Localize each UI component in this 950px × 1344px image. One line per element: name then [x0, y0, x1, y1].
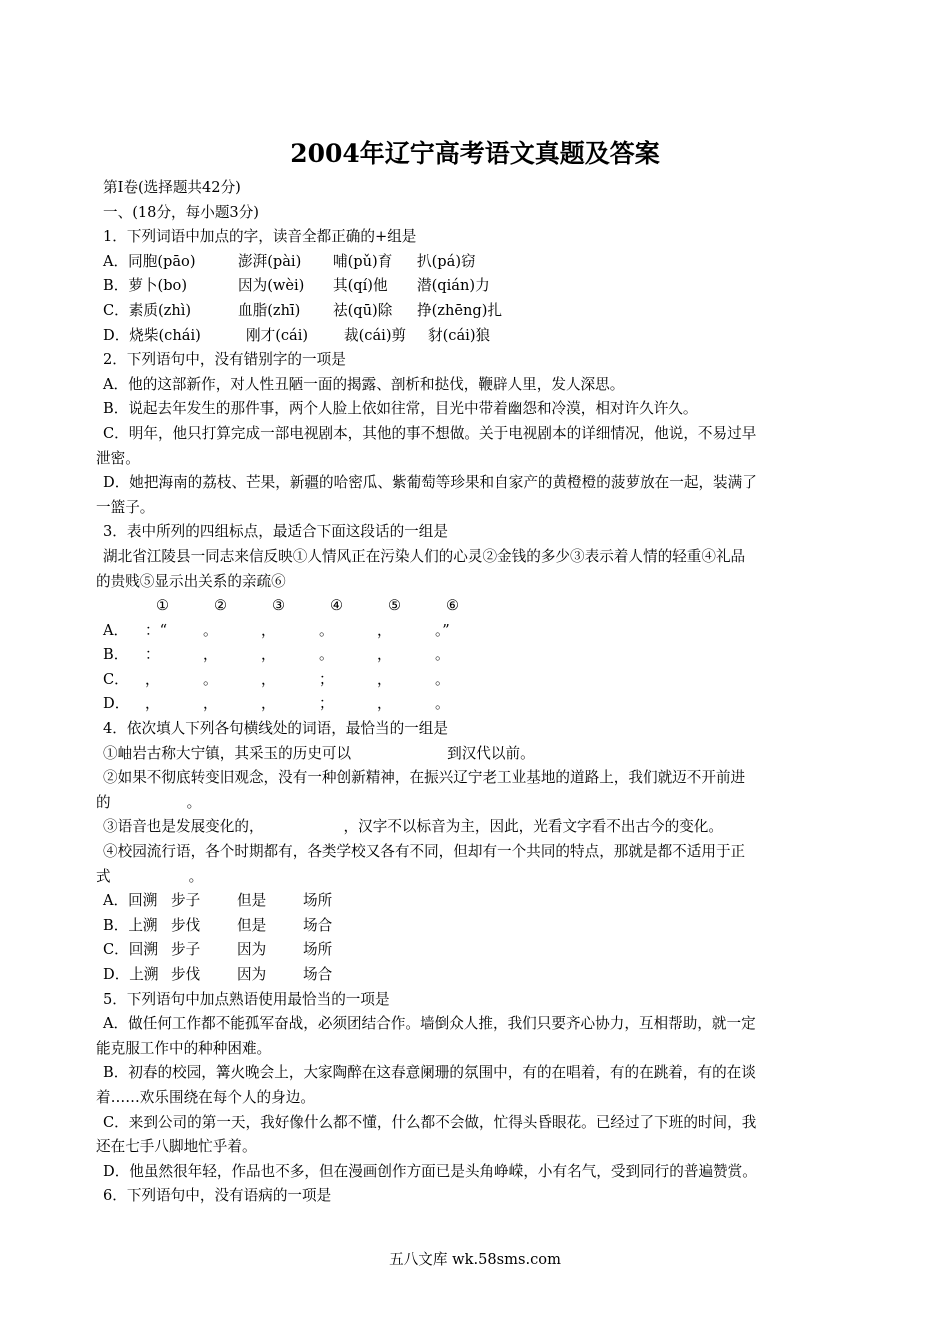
q5-option-c: C．来到公司的第一天，我好像什么都不懂，什么都不会做，忙得头昏眼花。已经过了下班的时间，我	[103, 1113, 757, 1131]
q2-option-a: A．他的这部新作，对人性丑陋一面的揭露、剖析和挞伐，鞭辟人里，发人深思。	[103, 375, 625, 393]
q2-option-d-cont: 一篮子。	[96, 498, 155, 516]
question-5-stem: 5．下列语句中加点熟语使用最恰当的一项是	[103, 990, 390, 1008]
question-1-stem: 1．下列词语中加点的字，读音全都正确的+组是	[103, 228, 417, 246]
q4-sentence-2: ②如果不彻底转变旧观念，没有一种创新精神，在振兴辽宁老工业基地的道路上，我们就迈不开前进	[103, 769, 746, 787]
q4-option-a: A．回溯 步子 但是 场所	[103, 892, 333, 910]
q4-sentence-4-cont: 式 。	[96, 867, 204, 885]
q4-option-d: D．上溯 步伐 因为 场合	[103, 966, 333, 983]
q3-row-a: A． ：“ 。 ， 。 ， 。”	[103, 621, 450, 639]
question-2-stem: 2．下列语句中，没有错别字的一项是	[103, 351, 346, 369]
q2-option-c: C．明年，他只打算完成一部电视剧本，其他的事不想做。关于电视剧本的详细情况，他说，不易过早	[103, 424, 757, 442]
q3-passage-cont: 的贵贱⑤显示出关系的亲疏⑥	[96, 572, 286, 590]
q3-row-c: C． ， 。 ， ； ， 。	[103, 670, 450, 688]
q4-sentence-1: ①岫岩古称大宁镇，其采玉的历史可以 到汉代以前。	[103, 744, 535, 762]
question-3-stem: 3．表中所列的四组标点，最适合下面这段话的一组是	[103, 523, 448, 541]
q2-option-c-cont: 泄密。	[96, 449, 140, 467]
q3-table-header: ① ② ③ ④ ⑤ ⑥	[156, 597, 460, 615]
question-6-stem: 6．下列语句中，没有语病的一项是	[103, 1187, 332, 1205]
q2-option-d: D．她把海南的荔枝、芒果，新疆的哈密瓜、紫葡萄等珍果和自家产的黄橙橙的菠萝放在一起，装满了	[103, 474, 757, 492]
q1-option-b: B．萝卜(bo) 因为(wèi) 其(qí)他 潜(qián)力	[103, 277, 490, 295]
q4-sentence-2-cont: 的 。	[96, 793, 202, 811]
q2-option-b: B．说起去年发生的那件事，两个人脸上依如往常，目光中带着幽怨和冷漠，相对许久许久。	[103, 400, 698, 418]
q4-option-c: C．回溯 步子 因为 场所	[103, 941, 333, 959]
question-4-stem: 4．依次填人下列各句横线处的词语，最恰当的一组是	[103, 720, 448, 738]
q4-option-b: B．上溯 步伐 但是 场合	[103, 916, 333, 934]
q1-option-c: C．素质(zhì) 血脂(zhī) 祛(qū)除 挣(zhēng)扎	[103, 301, 503, 319]
q4-sentence-4: ④校园流行语，各个时期都有，各类学校又各有不同，但却有一个共同的特点，那就是都不适用于正	[103, 843, 746, 861]
q3-passage: 湖北省江陵县一同志来信反映①人情风正在污染人们的心灵②金钱的多少③表示着人情的轻重④礼品	[103, 547, 746, 565]
q5-option-d: D．他虽然很年轻，作品也不多，但在漫画创作方面已是头角峥嵘，小有名气，受到同行的普遍赞赏。	[103, 1162, 757, 1180]
q1-option-d: D．烧柴(chái) 刚才(cái) 裁(cái)剪 豺(cái)狼	[103, 326, 491, 344]
page-footer: 五八文库 wk.58sms.com	[389, 1251, 561, 1268]
q5-option-a: A．做任何工作都不能孤军奋战，必须团结合作。墙倒众人推，我们只要齐心协力，互相帮助，就一定	[103, 1015, 756, 1033]
page-title: 2004年辽宁高考语文真题及答案	[290, 139, 660, 168]
q1-option-a: A．同胞(pāo) 澎湃(pài) 哺(pǔ)育 扒(pá)窃	[103, 252, 476, 270]
section-heading: 一、(18分，每小题3分)	[103, 203, 259, 221]
q5-option-b: B．初春的校园，篝火晚会上，大家陶醉在这春意阑珊的氛围中，有的在唱着，有的在跳着，有的在谈	[103, 1064, 756, 1082]
q3-row-d: D． ， ， ， ； ， 。	[103, 695, 450, 713]
document-body	[96, 176, 856, 1209]
q3-row-b: B． ： ， ， 。 ， 。	[103, 646, 450, 664]
part-heading: 第Ⅰ卷(选择题共42分)	[103, 179, 241, 196]
q5-option-a-cont: 能克服工作中的种种困难。	[96, 1039, 272, 1057]
q5-option-c-cont: 还在七手八脚地忙乎着。	[96, 1138, 257, 1156]
q4-sentence-3: ③语音也是发展变化的， ，汉字不以标音为主，因此，光看文字看不出古今的变化。	[103, 818, 723, 836]
q5-option-b-cont: 着……欢乐围绕在每个人的身边。	[96, 1088, 315, 1106]
